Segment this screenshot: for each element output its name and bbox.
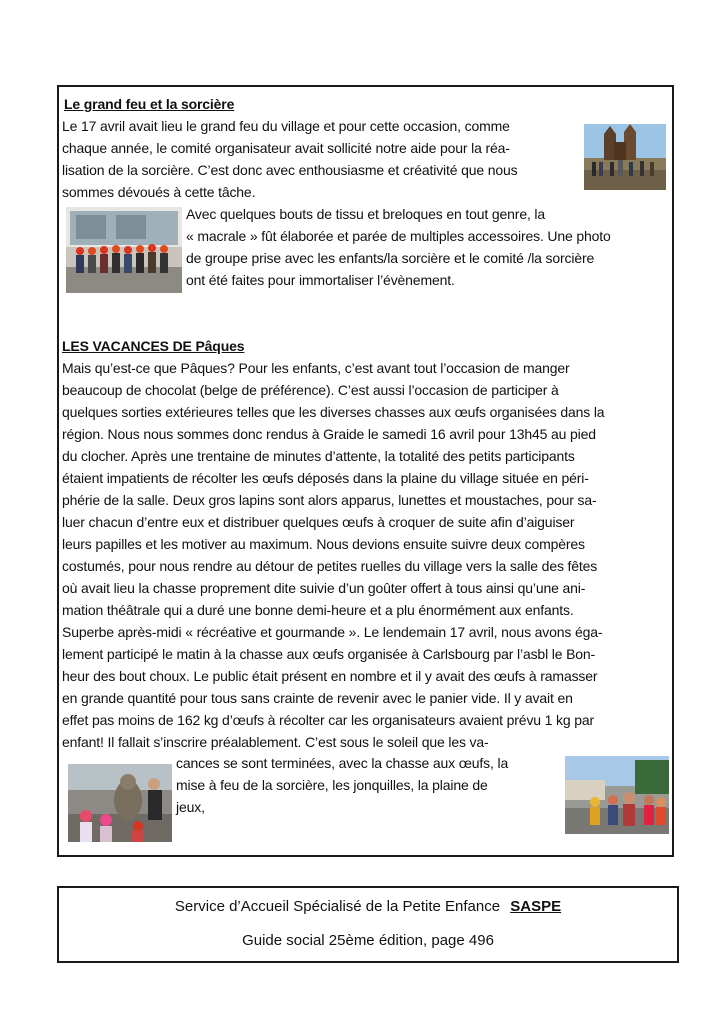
photo-enfants-rue xyxy=(565,756,669,834)
paragraph-grand-feu-intro: Le 17 avril avait lieu le grand feu du village et pour cette occasion, comme chaque année, le comité organisateur avait sollicité notre aide pour la réa- lisation de la sorcière. C’est donc avec enthousiasme et créativité que nous sommes dévoués à cette tâche. xyxy=(62,118,518,200)
paragraph-macrale: Avec quelques bouts de tissu et breloques en tout genre, la « macrale » fût élaborée et parée de multiples accessoires. Une photo de groupe prise avec les enfants/la sorcière et le comité /la sorcière ont été faites pour immortaliser l’évènement. xyxy=(186,206,611,288)
photo-enfants-lapin xyxy=(68,764,172,842)
footer-service-line xyxy=(59,898,677,915)
footer-box xyxy=(57,886,679,963)
photo-groupe-enfants-sorciere xyxy=(66,207,182,293)
footer-guide-line: Guide social 25ème édition, page 496 xyxy=(242,932,494,949)
footer-service-name: Service d’Accueil Spécialisé de la Petite Enfance xyxy=(174,898,501,915)
footer-acronym: SASPE xyxy=(510,898,562,915)
section-heading-grand-feu: Le grand feu et la sorcière xyxy=(64,96,235,112)
section-heading-vacances-paques: LES VACANCES DE Pâques xyxy=(62,338,245,354)
photo-sorciere-outdoor xyxy=(584,124,666,190)
paragraph-vacances-paques: Mais qu’est-ce que Pâques? Pour les enfants, c’est avant tout l’occasion de manger beaucoup de chocolat (belge de préférence). C’est aussi l’occasion de participer à quelques sorties extérieures telles que les diverses chasses aux œufs organisées dans la région. Nous nous sommes donc rendus à Graide le samedi 16 avril pour 13h45 au pied du clocher. Après une trentaine de minutes d’attente, la totalité des petits participants étaient impatients de récolter les œufs déposés dans la plaine du village située en péri- phérie de la salle. Deux gros lapins sont alors apparus, lunettes et moustaches, pour sa- luer chacun d’entre eux et distribuer quelques œufs à croquer de suite afin d’aiguiser leurs papilles et les motiver au maximum. Nous devions ensuite suivre deux compères costumés, pour nous rendre au détour de petites ruelles du village vers la salle des fêtes où avait lieu la chasse proprement dite suivie d’un goûter offert à tous ainsi qu’une ani- mation théâtrale qui a duré une bonne demi-heure et a plu énormément aux enfants. Superbe après-midi « récréative et gourmande ». Le lendemain 17 avril, nous avons éga- lement participé le matin à la chasse aux œufs organisée à Carlsbourg par l’asbl le Bon- heur des bout choux. Le public était présent en nombre et il y avait des œufs à ramasser en grande quantité pour tous sans crainte de revenir avec le panier vide. Il y avait en effet pas moins de 162 kg d’œufs à récolter car les organisateurs avaient prévu 1 kg par enfant! Il fallait s’inscrire préalablement. C’est sous le soleil que les va- xyxy=(62,360,605,750)
paragraph-vacances-fin: cances se sont terminées, avec la chasse aux œufs, la mise à feu de la sorcière, les jonquilles, la plaine de jeux, xyxy=(176,755,509,815)
